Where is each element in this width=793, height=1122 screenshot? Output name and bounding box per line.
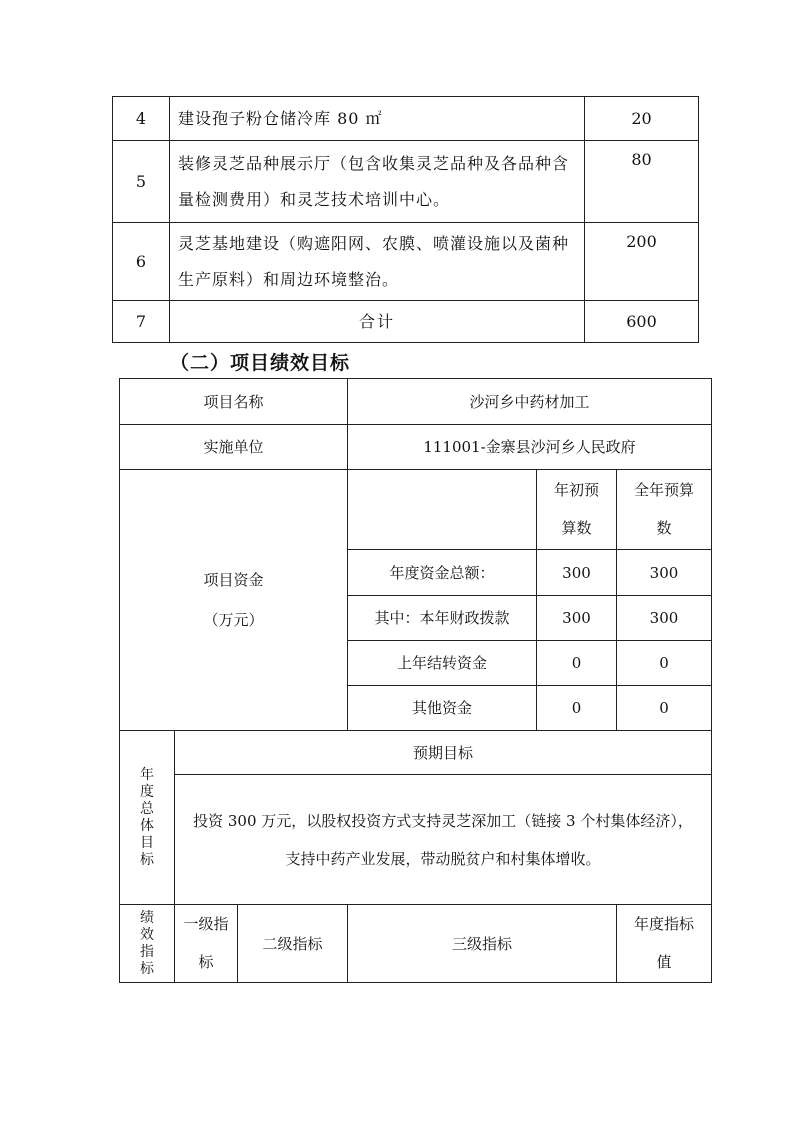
- total-amount: 600: [585, 301, 699, 343]
- section-heading: （二）项目绩效目标: [170, 352, 351, 374]
- row-number: 4: [113, 97, 170, 141]
- table-row: [120, 379, 712, 425]
- row-number: 6: [113, 223, 170, 301]
- expected-goal-label: 预期目标: [175, 731, 712, 775]
- table-row: [120, 425, 712, 470]
- table-row: [120, 731, 712, 775]
- unit-value: 111001-金寨县沙河乡人民政府: [348, 425, 712, 470]
- fund-row-label: 上年结转资金: [348, 641, 537, 686]
- budget-table: [112, 96, 699, 343]
- row-amount: 20: [585, 97, 699, 141]
- fund-row-label: 其他资金: [348, 686, 537, 731]
- row-item: 建设孢子粉仓储冷库 80 ㎡: [170, 97, 585, 141]
- fund-row-initial: 0: [537, 641, 617, 686]
- col-full-header: 全年预算数: [617, 470, 712, 550]
- annual-value-header: 年度指标值: [617, 905, 712, 983]
- project-name-value: 沙河乡中药材加工: [348, 379, 712, 425]
- fund-row-label: 年度资金总额：: [348, 550, 537, 596]
- annual-goal-label: 年度总体目标: [120, 731, 175, 905]
- performance-table: [119, 378, 712, 983]
- fund-row-full: 300: [617, 550, 712, 596]
- row-amount: 200: [585, 223, 699, 301]
- level3-header: 三级指标: [348, 905, 617, 983]
- goal-text-line: 支持中药产业发展，带动脱贫户和村集体增收。: [285, 849, 601, 868]
- table-row-total: [113, 301, 699, 343]
- project-name-label: 项目名称: [120, 379, 348, 425]
- fund-row-full: 300: [617, 596, 712, 641]
- funds-label-cell: [120, 470, 348, 731]
- fund-row-initial: 300: [537, 550, 617, 596]
- fund-row-label: 其中：本年财政拨款: [348, 596, 537, 641]
- row-amount: 80: [585, 141, 699, 223]
- table-row: [120, 905, 712, 983]
- fund-row-full: 0: [617, 641, 712, 686]
- unit-label: 实施单位: [120, 425, 348, 470]
- fund-row-initial: 0: [537, 686, 617, 731]
- level1-header: 一级指标: [175, 905, 238, 983]
- table-row: [120, 470, 712, 550]
- row-item: 灵芝基地建设（购遮阳网、农膜、喷灌设施以及菌种生产原料）和周边环境整治。: [170, 223, 585, 301]
- row-number: 7: [113, 301, 170, 343]
- table-row: [113, 223, 699, 301]
- level2-header: 二级指标: [238, 905, 348, 983]
- row-number: 5: [113, 141, 170, 223]
- empty-cell: [348, 470, 537, 550]
- goal-text: [175, 775, 712, 905]
- row-item: 装修灵芝品种展示厅（包含收集灵芝品种及各品种含量检测费用）和灵芝技术培训中心。: [170, 141, 585, 223]
- fund-row-full: 0: [617, 686, 712, 731]
- table-row: [113, 97, 699, 141]
- total-label: 合计: [170, 301, 585, 343]
- fund-row-initial: 300: [537, 596, 617, 641]
- funds-unit: （万元）: [203, 611, 264, 629]
- col-initial-header: 年初预算数: [537, 470, 617, 550]
- indicator-label: 绩效指标: [120, 905, 175, 983]
- goal-text-line: 投资 300 万元，以股权投资方式支持灵芝深加工（链接 3 个村集体经济），: [193, 811, 693, 830]
- table-row: [120, 775, 712, 905]
- table-row: [113, 141, 699, 223]
- funds-label: 项目资金: [203, 571, 264, 589]
